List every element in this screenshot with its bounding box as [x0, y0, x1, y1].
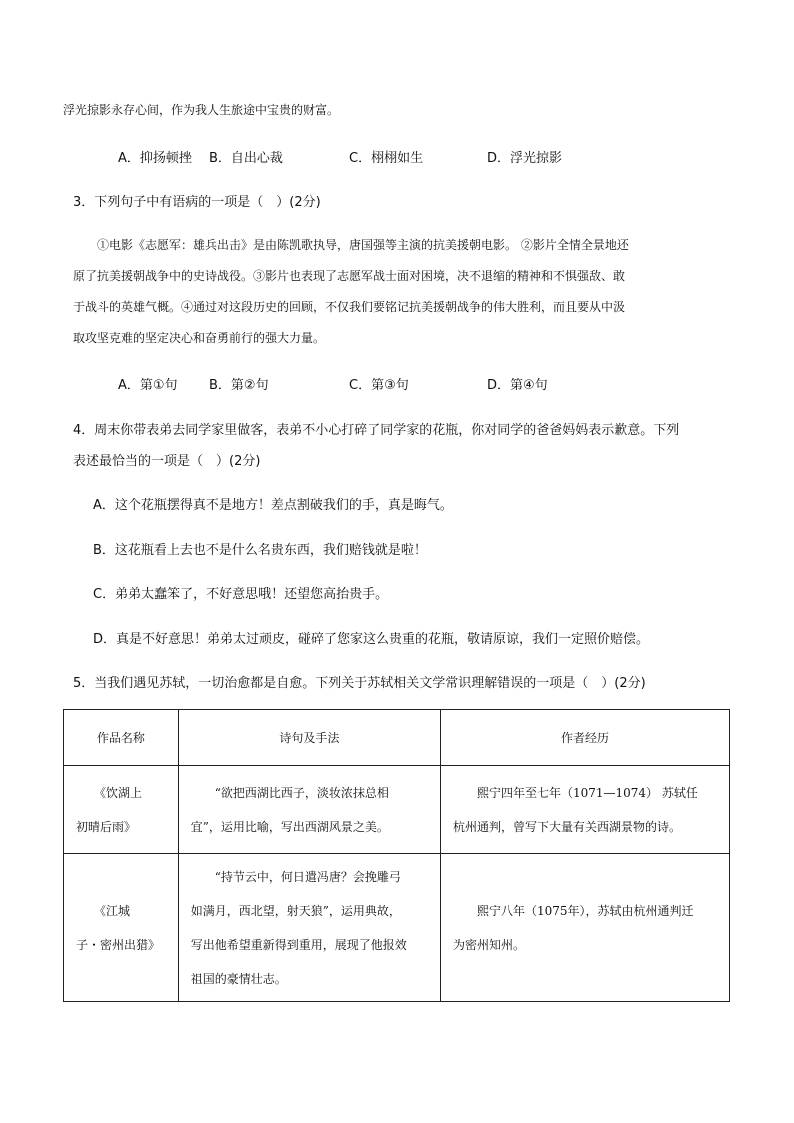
cell-work-title	[64, 854, 179, 1002]
cell-line: 《江城	[94, 903, 131, 918]
cell-line: 熙宁四年至七年（1071—1074） 苏轼任	[476, 785, 698, 800]
q3-stem: 3．下列句子中有语病的一项是（ ）(2分)	[73, 195, 321, 210]
q3-passage-line: ①电影《志愿军：雄兵出击》是由陈凯歌执导，唐国强等主演的抗美援朝电影。 ②影片全情全景地还	[97, 238, 629, 252]
q5-table	[63, 709, 730, 1002]
q3-passage-line: 于战斗的英雄气概。④通过对这段历史的回顾，不仅我们要铭记抗美援朝战争的伟大胜利，而且要从中汲	[73, 300, 626, 314]
q4-option-a[interactable]: A．这个花瓶摆得真不是地方！差点割破我们的手，真是晦气。	[93, 498, 453, 513]
cell-line: 熙宁八年（1075年），苏轼由杭州通判迁	[476, 903, 694, 918]
q2-option-d[interactable]: D．浮光掠影	[487, 151, 563, 166]
q4-stem-line2: 表述最恰当的一项是（ ）(2分)	[73, 454, 261, 469]
table-row	[64, 854, 730, 1002]
q4-option-b[interactable]: B．这花瓶看上去也不是什么名贵东西，我们赔钱就是啦！	[93, 543, 427, 558]
cell-line: “持节云中，何日遣冯唐？会挽雕弓	[214, 869, 401, 884]
q3-passage-line: 取攻坚克难的坚定决心和奋勇前行的强大力量。	[73, 331, 326, 345]
q5-stem: 5．当我们遇见苏轼，一切治愈都是自愈。下列关于苏轼相关文学常识理解错误的一项是（ ）(2分)	[73, 676, 646, 691]
table-row	[64, 766, 730, 854]
table-header-row	[64, 710, 730, 766]
q3-option-b[interactable]: B．第②句	[209, 378, 269, 393]
cell-verse-technique	[178, 854, 440, 1002]
cell-line: 子・密州出猎》	[76, 937, 161, 952]
cell-work-title	[64, 766, 179, 854]
q2-option-c[interactable]: C．栩栩如生	[349, 151, 424, 166]
cell-line: 宜”，运用比喻，写出西湖风景之美。	[190, 819, 389, 834]
q2-option-b[interactable]: B．自出心裁	[209, 151, 283, 166]
q4-option-c[interactable]: C．弟弟太蠢笨了，不好意思哦！还望您高抬贵手。	[93, 587, 389, 602]
q4-option-d[interactable]: D．真是不好意思！弟弟太过顽皮，碰碎了您家这么贵重的花瓶，敬请原谅，我们一定照价赔偿。	[93, 632, 650, 647]
q2-passage-continuation: 浮光掠影永存心间，作为我人生旅途中宝贵的财富。	[63, 103, 340, 117]
cell-line: 写出他希望重新得到重用，展现了他报效	[190, 937, 407, 952]
header-verse-technique: 诗句及手法	[178, 710, 440, 766]
q4-stem-line1: 4．周末你带表弟去同学家里做客，表弟不小心打碎了同学家的花瓶，你对同学的爸爸妈妈表示歉意。下列	[73, 423, 680, 438]
cell-line: 杭州通判，曾写下大量有关西湖景物的诗。	[452, 819, 681, 834]
cell-line: 《饮湖上	[94, 785, 143, 800]
cell-author-experience	[440, 766, 729, 854]
cell-line: 初晴后雨》	[76, 819, 137, 834]
q3-passage-line: 原了抗美援朝战争中的史诗战役。③影片也表现了志愿军战士面对困境，决不退缩的精神和不惧强敌、敢	[73, 269, 626, 283]
header-author-experience: 作者经历	[440, 710, 729, 766]
cell-verse-technique	[178, 766, 440, 854]
cell-line: 为密州知州。	[452, 937, 525, 952]
cell-line: “欲把西湖比西子，淡妆浓抹总相	[214, 785, 389, 800]
q3-option-d[interactable]: D．第④句	[487, 378, 548, 393]
cell-line: 祖国的豪情壮志。	[190, 971, 287, 986]
header-work-title: 作品名称	[64, 710, 179, 766]
q3-option-c[interactable]: C．第③句	[349, 378, 409, 393]
cell-line: 如满月，西北望，射天狼”，运用典故，	[190, 903, 401, 918]
q2-option-a[interactable]: A．抑扬顿挫	[118, 151, 192, 166]
q3-option-a[interactable]: A．第①句	[118, 378, 178, 393]
cell-author-experience	[440, 854, 729, 1002]
